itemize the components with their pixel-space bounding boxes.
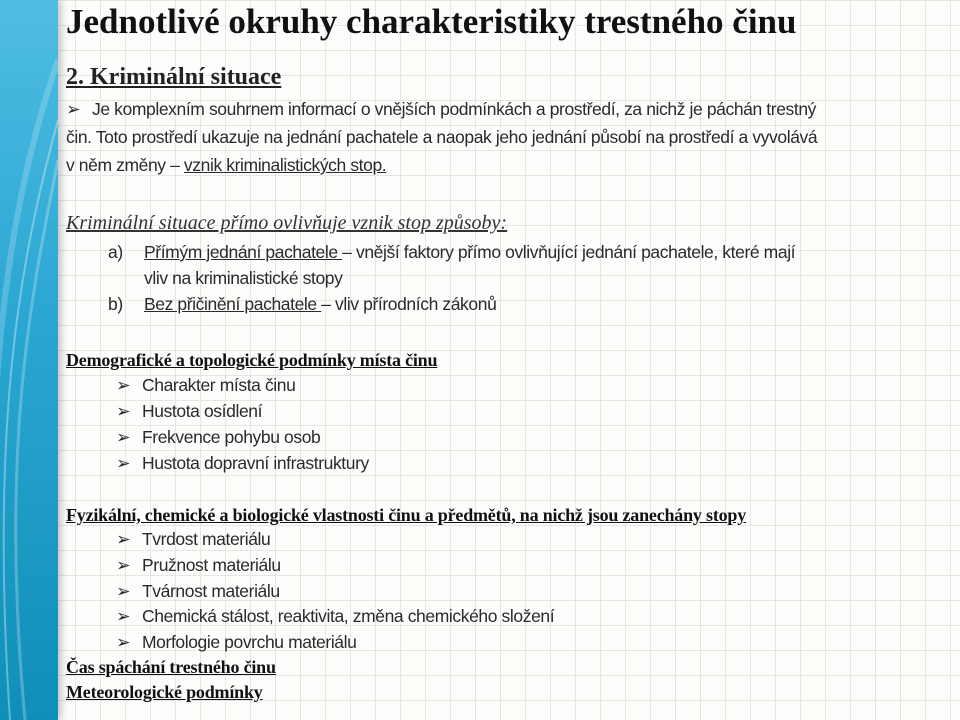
influence-item-a-cont: vliv na kriminalistické stopy bbox=[144, 268, 343, 288]
arrow-bullet-icon: ➢ bbox=[116, 555, 131, 575]
influence-heading: Kriminální situace přímo ovlivňuje vznik stop způsoby: bbox=[66, 212, 508, 234]
intro-line-3 bbox=[66, 155, 386, 176]
list-item bbox=[116, 632, 356, 653]
item-text: Pružnost materiálu bbox=[142, 555, 281, 575]
item-text: Morfologie povrchu materiálu bbox=[142, 632, 357, 652]
arrow-bullet-icon: ➢ bbox=[116, 453, 131, 473]
arrow-bullet-icon: ➢ bbox=[66, 99, 81, 119]
arrow-bullet-icon: ➢ bbox=[116, 581, 131, 601]
arrow-bullet-icon: ➢ bbox=[116, 375, 131, 395]
arrow-bullet-icon: ➢ bbox=[116, 427, 131, 447]
item-label: a) bbox=[108, 242, 123, 262]
wave-decoration-icon bbox=[0, 0, 58, 720]
item-term: Bez přičinění pachatele bbox=[144, 294, 322, 314]
section-heading: 2. Kriminální situace bbox=[66, 64, 282, 90]
item-text: Tvárnost materiálu bbox=[142, 581, 280, 601]
item-term: Přímým jednání pachatele bbox=[144, 242, 343, 262]
item-text: Frekvence pohybu osob bbox=[142, 427, 321, 447]
item-text: Tvrdost materiálu bbox=[142, 529, 271, 549]
intro-text: v něm změny – bbox=[66, 155, 184, 175]
list-item bbox=[116, 453, 369, 474]
item-text: Hustota osídlení bbox=[142, 401, 263, 421]
list-item bbox=[116, 427, 320, 448]
intro-line-2: čin. Toto prostředí ukazuje na jednání pachatele a naopak jeho jednání působí na prostředí a vyvolává bbox=[66, 127, 818, 147]
intro-line-1 bbox=[66, 99, 816, 120]
item-label: b) bbox=[108, 294, 123, 314]
time-heading: Čas spáchání trestného činu bbox=[66, 657, 276, 677]
item-text: – vliv přírodních zákonů bbox=[321, 294, 497, 314]
weather-heading: Meteorologické podmínky bbox=[66, 682, 263, 702]
list-item bbox=[116, 581, 280, 602]
decorative-side-band bbox=[0, 0, 58, 720]
list-item bbox=[116, 606, 554, 627]
list-item bbox=[116, 375, 295, 396]
intro-text: Je komplexním souhrnem informací o vnějších podmínkách a prostředí, za nichž je páchán trestný bbox=[92, 99, 817, 119]
influence-item-b bbox=[108, 294, 496, 315]
list-item bbox=[116, 555, 281, 576]
item-text: Charakter místa činu bbox=[142, 375, 296, 395]
physical-heading: Fyzikální, chemické a biologické vlastnosti činu a předmětů, na nichž jsou zanechány stopy bbox=[66, 505, 747, 525]
arrow-bullet-icon: ➢ bbox=[116, 606, 131, 626]
item-text: Hustota dopravní infrastruktury bbox=[142, 453, 369, 473]
slide-title: Jednotlivé okruhy charakteristiky trestného činu bbox=[66, 2, 797, 41]
item-text: Chemická stálost, reaktivita, změna chemického složení bbox=[142, 606, 555, 626]
list-item bbox=[116, 401, 262, 422]
demographic-heading: Demografické a topologické podmínky místa činu bbox=[66, 350, 438, 370]
influence-item-a bbox=[108, 242, 795, 263]
arrow-bullet-icon: ➢ bbox=[116, 529, 131, 549]
item-text: – vnější faktory přímo ovlivňující jednání pachatele, které mají bbox=[342, 242, 796, 262]
arrow-bullet-icon: ➢ bbox=[116, 401, 131, 421]
arrow-bullet-icon: ➢ bbox=[116, 632, 131, 652]
list-item bbox=[116, 529, 270, 550]
intro-emphasis: vznik kriminalistických stop. bbox=[183, 155, 387, 175]
